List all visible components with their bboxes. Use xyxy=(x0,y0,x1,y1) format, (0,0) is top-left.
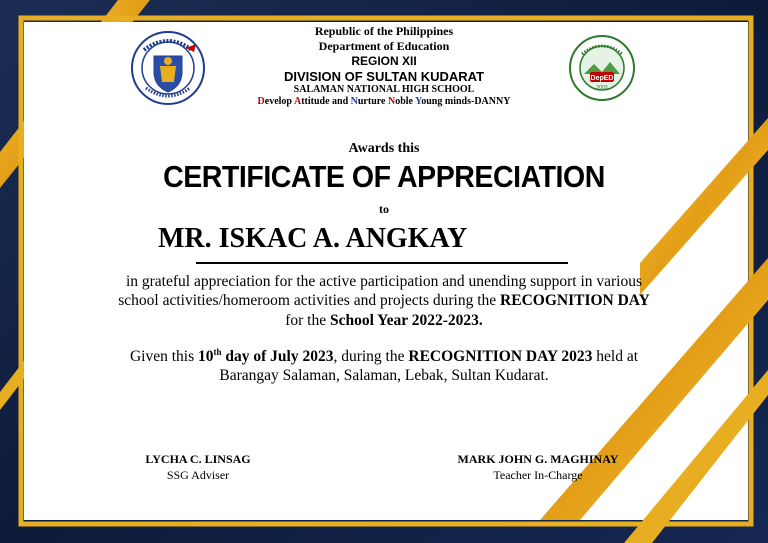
appreciation-line-2: school activities/homeroom activities and projects during the RECOGNITION DAY xyxy=(118,292,650,309)
school-year-text: School Year 2022-2023. xyxy=(329,312,483,329)
signatory-role: SSG Adviser xyxy=(166,468,230,482)
header-department: Department of Education xyxy=(318,39,450,53)
header-region: REGION XII xyxy=(351,54,417,68)
school-logo-year: 2003 xyxy=(596,85,608,91)
motto-cap: D xyxy=(257,96,265,107)
signatory-left xyxy=(128,452,268,483)
motto-cap: N xyxy=(387,96,396,107)
school-logo-badge: DepED xyxy=(590,75,614,82)
motto-cap: N xyxy=(350,96,358,107)
given-line-1: Given this 10th day of July 2023, during the RECOGNITION DAY 2023 held at xyxy=(129,347,639,366)
motto-cap: Y xyxy=(415,96,422,107)
school-motto xyxy=(0,96,768,107)
given-date: 10th day of July 2023 xyxy=(197,347,334,366)
recognition-day-text: RECOGNITION DAY xyxy=(500,292,650,309)
header-division: DIVISION OF SULTAN KUDARAT xyxy=(283,69,485,84)
signatory-role: Teacher In-Charge xyxy=(493,468,583,482)
given-line-2: Barangay Salaman, Salaman, Lebak, Sultan Kudarat. xyxy=(219,367,549,384)
signatory-right xyxy=(440,452,636,483)
motto-word: urture xyxy=(357,96,388,107)
motto-word: ttitude and xyxy=(301,96,351,107)
header-republic: Republic of the Philippines xyxy=(314,24,454,38)
awards-this-text: Awards this xyxy=(348,141,420,156)
signatory-name: LYCHA C. LINSAG xyxy=(145,452,251,466)
appreciation-line-1: in grateful appreciation for the active participation and unending support in various xyxy=(125,273,643,290)
signatory-name: MARK JOHN G. MAGHINAY xyxy=(457,452,619,466)
motto-word: oung minds-DANNY xyxy=(421,96,511,107)
header-school: SALAMAN NATIONAL HIGH SCHOOL xyxy=(293,84,475,95)
recognition-day-2023-text: RECOGNITION DAY 2023 xyxy=(408,348,593,366)
appreciation-line-3: for the School Year 2022-2023. xyxy=(285,312,483,329)
motto-word: evelop xyxy=(264,96,294,107)
motto-cap: A xyxy=(293,96,302,107)
to-text: to xyxy=(379,202,389,216)
name-underline xyxy=(196,262,568,264)
motto-word: oble xyxy=(395,96,416,107)
certificate-title: CERTIFICATE OF APPRECIATION xyxy=(163,159,605,194)
recipient-name: MR. ISKAC A. ANGKAY xyxy=(158,223,468,254)
